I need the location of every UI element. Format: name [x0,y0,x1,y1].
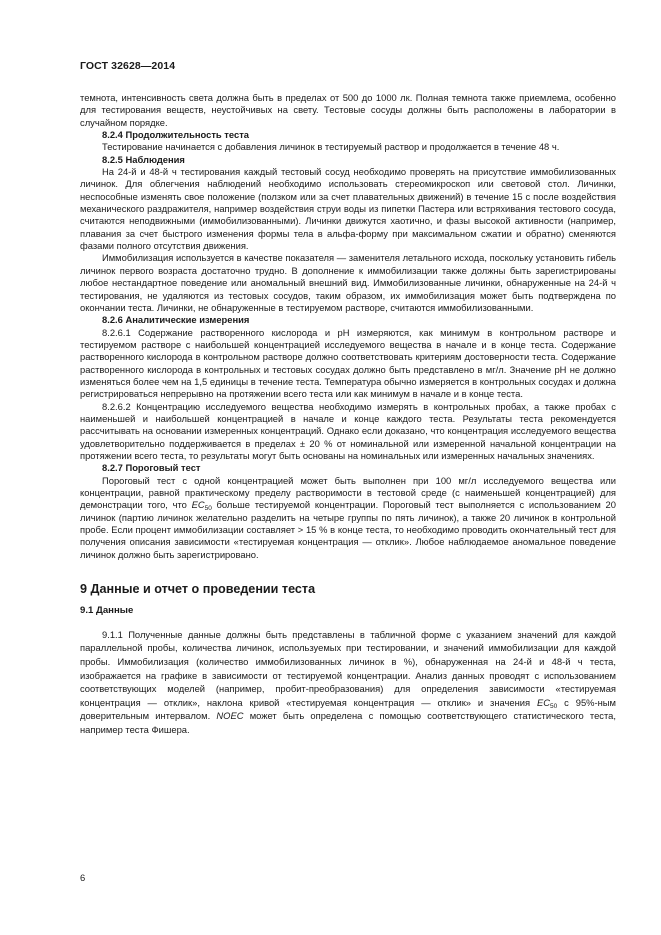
section-8-2-6-2-paragraph: 8.2.6.2 Концентрацию исследуемого вещества необходимо измерять в контрольных пробах, а также пробах с наименьшей и наибольшей концентрацией в начале и конце каждого теста. Результаты теста рекомендуется рассчитывать на основании измеренных концентраций. Однако если доказано, что концентрация исследуемого вещества удовлетворительно поддерживается в пределах ± 20 % от номинальной или измеренной начальной концентрации на протяжении всего теста, то результаты могут быть основаны на номинальных или измеренных начальных значениях. [80,400,616,461]
section-8-2-5-paragraph-2: Иммобилизация используется в качестве показателя — заменителя летального исхода, поскольку установить гибель личинок первого возраста достаточно трудно. В дополнение к иммобилизации также должны быть зарегистрированы любое нестандартное поведение или аномальный внешний вид. Иммобилизованные личинки, обнаруженные на 24-й ч тестирования, не удаляются из тестовых сосудов, таким образом, их иммобилизация может быть подтверждена по окончании теста. Личинки, не обнаруженные в тестируемом растворе, считаются иммобилизованными. [80,252,616,313]
standard-header: ГОСТ 32628—2014 [80,60,176,72]
section-8-2-5-paragraph-1: На 24-й и 48-й ч тестирования каждый тестовый сосуд необходимо проверять на присутствие иммобилизованных личинок. Для облегчения наблюдений необходимо использовать стереомикроскоп или световой стол. Личинки, неспособные изменять свое положение (ползком или за счет плавательных движений) в течение 15 с после воздействия механического раздражителя, например воздействия струи воды из пипетки Пастера или встряхивания тестового сосуда, считаются неподвижными (иммобилизованными). Личинки движутся хаотично, и фазы высокой активности (например, плавания за счет быстрого изменения формы тела в альфа-форму при максимальном сжатии и обратно) сменяются фазами полного отсутствия движения. [80,166,616,252]
section-8-2-7-paragraph [80,475,616,561]
ec50-term [192,499,205,510]
section-8-2-5-heading: 8.2.5 Наблюдения [102,153,185,165]
section-8-2-4-text: Тестирование начинается с добавления личинок в тестируемый раствор и продолжается в течение 48 ч. [102,141,560,153]
section-9-1-1-paragraph [80,628,616,737]
section-8-2-4-heading: 8.2.4 Продолжительность теста [102,129,249,141]
section-9-1-1-text-start: 9.1.1 Полученные данные должны быть представлены в табличной форме с указанием значений для каждой параллельной пробы, количества личинок, используемых при тестировании, и значений иммобилизации для каждой пробы. Иммобилизация (количество иммобилизованных личинок в %), обнаруженная на 24-й и 48-й ч теста, изображается на графике в зависимости от тестируемой концентрации. Анализ данных проводят с использованием соответствующих моделей (например, пробит-преобразования) для определения зависимости «тестируемая концентрация — отклик», наклона кривой «тестируемая концентрация — отклик» и значения [80,628,616,708]
page-number: 6 [80,872,86,883]
ec-subscript: 50 [204,505,212,513]
section-9-1-1-text-end: может быть определена с помощью соответствующего статистического теста, например теста Фишера. [80,710,617,735]
section-9-heading: 9 Данные и отчет о проведении теста [80,582,316,597]
ec-subscript: 50 [550,702,558,710]
intro-paragraph: темнота, интенсивность света должна быть в пределах от 500 до 1000 лк. Полная темнота также приемлема, особенно для тестирования веществ, неустойчивых на свету. Тестовые сосуды должны быть расположены в лаборатории в случайном порядке. [80,92,616,128]
section-8-2-6-heading: 8.2.6 Аналитические измерения [102,314,250,326]
section-8-2-7-text-start: Пороговый тест с одной концентрацией может быть выполнен при 100 мг/л исследуемого вещества или концентрации, равной практическому пределу растворимости в тестовой среде (с наименьшей концентрацией) для демонстрации того, что [80,474,616,511]
ec50-term [537,697,550,708]
section-8-2-7-heading: 8.2.7 Пороговый тест [102,462,201,474]
document-body [80,92,616,737]
ec-label: EC [191,499,205,511]
noec-term: NOEC [216,710,244,722]
section-9 [80,583,616,736]
section-9-1-1-text-middle: с 95%-ным доверительным интервалом. [80,696,616,722]
ec-label: EC [537,696,551,708]
section-8-2-6-1-paragraph: 8.2.6.1 Содержание растворенного кислорода и pH измеряются, как минимум в контрольном растворе и тестируемом растворе с наибольшей концентрацией исследуемого вещества в начале и в конце теста. Содержание растворенного кислорода в контрольном растворе должно соответствовать критериям достоверности теста. Содержание растворенного кислорода в контрольных и тестовых сосудах должно быть представлено в мг/л. Значение pH не должно изменяться более чем на 1,5 единицы в течение теста. Температура обычно измеряется в контрольных сосудах и должна регистрироваться непрерывно на протяжении всего теста или как минимум в начале и в конце теста. [80,326,616,400]
section-8-2-7-text-end: больше тестируемой концентрации. Пороговый тест выполняется с использованием 20 личинок (партию личинок желательно разделить на четыре группы по пять личинок), а также 20 личинок в контрольной пробе. Если процент иммобилизации составляет > 15 % в конце теста, то необходимо проводить окончательный тест для получения описания зависимости «тестируемая концентрация — отклик». Любое наблюдаемое аномальное поведение личинок должно быть зарегистрировано. [80,499,616,560]
section-9-1-heading: 9.1 Данные [80,605,134,617]
